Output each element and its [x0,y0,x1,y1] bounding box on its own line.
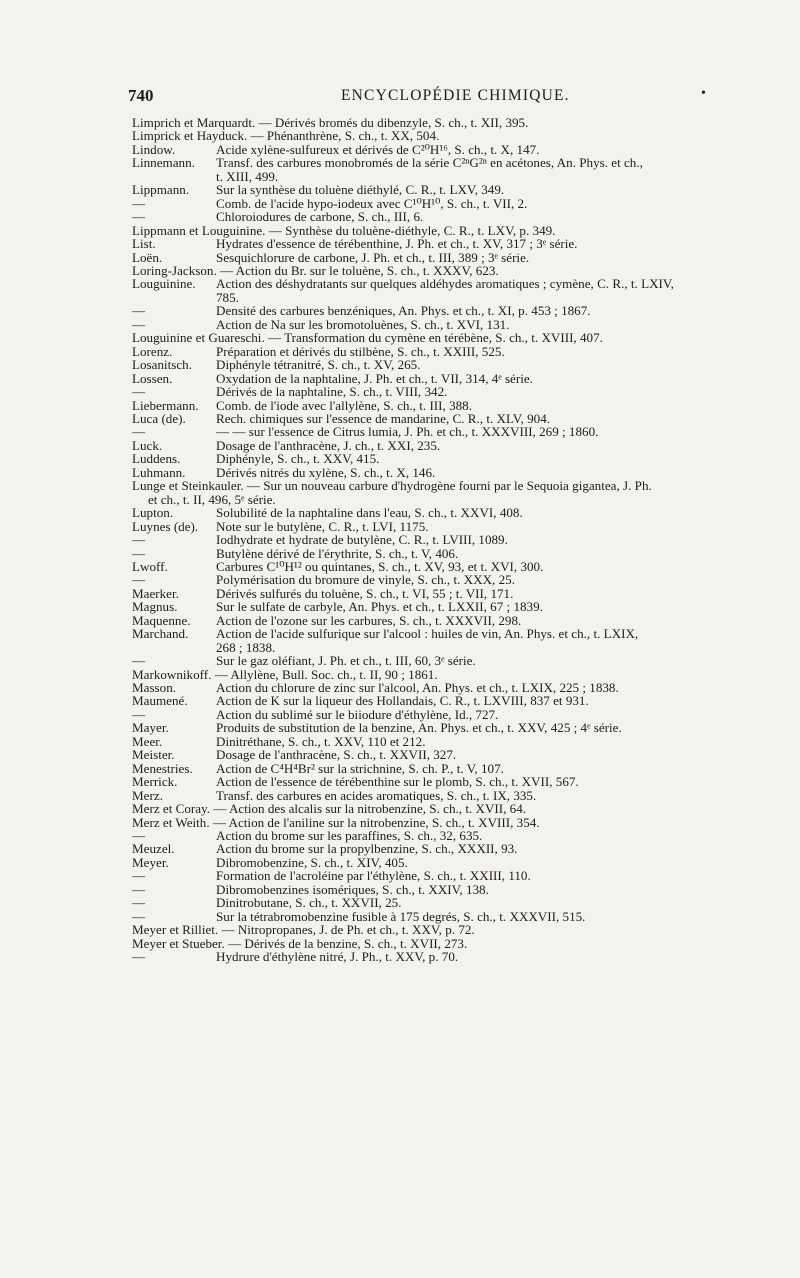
entry-text: Sur le sulfate de carbyle, An. Phys. et ch., t. LXXII, 67 ; 1839. [216,599,543,615]
entry-author: — [132,868,146,884]
entry-author: Lwoff. [132,558,168,574]
entry-text: Comb. de l'acide hypo-iodeux avec C¹⁰H¹⁰, S. ch., t. VII, 2. [216,195,528,211]
bibliography-entry [132,775,772,788]
bibliography-entry [132,816,772,829]
entry-author: Lorenz. [132,343,173,359]
entry-author: — [132,303,146,319]
entry-continuation: 268 ; 1838. [216,639,276,655]
header-mark: • [701,86,706,101]
bibliography-entry [132,842,772,855]
entry-author: Lupton. [132,505,174,521]
entry-text: Diphényle, S. ch., t. XXV, 415. [216,451,380,467]
entry-author: Louguinine. [132,276,196,292]
entry-text: Diphényle tétranitré, S. ch., t. XV, 265. [216,357,421,373]
bibliography-entry [132,412,772,425]
bibliography-entry [132,802,772,815]
entry-text: Action du brome sur les paraffines, S. ch., 32, 635. [216,828,483,844]
entry-text: Meyer et Rilliet. — Nitropropanes, J. de Ph. et ch., t. XXV, p. 72. [132,922,475,938]
bibliography-entry [132,183,772,196]
entry-text: Action de C⁴H⁴Br² sur la strichnine, S. ch. P., t. V, 107. [216,760,504,776]
entry-author: Merz. [132,787,163,803]
bibliography-entry [132,251,772,264]
entry-text: Carbures C¹⁰H¹² ou quintanes, S. ch., t. XV, 93, et t. XVI, 300. [216,558,544,574]
bibliography-entry [132,614,772,627]
bibliography-entry [132,587,772,600]
bibliography-entry [132,762,772,775]
bibliography-entry [132,950,772,963]
entry-text: Dinitrobutane, S. ch., t. XXVII, 25. [216,895,402,911]
bibliography-entry [132,506,772,519]
entry-text: Limprick et Hayduck. — Phénanthrène, S. ch., t. XX, 504. [132,128,440,144]
bibliography-entry [132,573,772,586]
entry-author: Lippmann. [132,182,190,198]
bibliography-entry [132,372,772,385]
page-header [128,86,706,110]
entry-continuation: et ch., t. II, 496, 5ᵉ série. [148,491,276,507]
entry-author: — [132,828,146,844]
entry-author: Liebermann. [132,397,199,413]
entry-text: Merz et Coray. — Action des alcalis sur la nitrobenzine, S. ch., t. XVII, 64. [132,801,527,817]
entry-author: Merrick. [132,774,178,790]
entry-author: Meyer. [132,854,169,870]
bibliography-entry [132,937,772,950]
bibliography-entry [132,654,772,667]
entry-text: Comb. de l'iode avec l'allylène, S. ch., t. III, 388. [216,397,472,413]
entry-text: Limprich et Marquardt. — Dérivés bromés du dibenzyle, S. ch., t. XII, 395. [132,115,529,130]
entry-text: Dibromobenzines isomériques, S. ch., t. XXIV, 138. [216,881,489,897]
bibliography-entry [132,856,772,869]
entry-author: — [132,653,146,669]
entry-text: Action de K sur la liqueur des Hollandais, C. R., t. LXVIII, 837 et 931. [216,693,589,709]
entry-author: Lindow. [132,141,176,157]
entry-text: Iodhydrate et hydrate de butylène, C. R., t. LVIII, 1089. [216,532,508,548]
entry-text: Transf. des carbures en acides aromatiques, S. ch., t. IX, 335. [216,787,537,803]
entry-text: Action du chlorure de zinc sur l'alcool, An. Phys. et ch., t. LXIX, 225 ; 1838. [216,680,619,696]
entry-author: — [132,949,146,965]
entry-text: Dinitréthane, S. ch., t. XXV, 110 et 212. [216,733,426,749]
entry-text: Transf. des carbures monobromés de la série C²ⁿG²ⁿ en acétones, An. Phys. et ch., [216,155,643,171]
entry-author: Luddens. [132,451,181,467]
bibliography-entry [132,627,772,654]
bibliography-entry [132,547,772,560]
bibliography-entry [132,600,772,613]
entry-text: Dérivés sulfurés du toluène, S. ch., t. VI, 55 ; t. VII, 171. [216,585,514,601]
entry-author: Lossen. [132,370,173,386]
entry-text: Lunge et Steinkauler. — Sur un nouveau carbure d'hydrogène fourni par le Sequoia gigantea, J. Ph. [132,478,652,494]
bibliography-entry [132,694,772,707]
entry-author: Mayer. [132,720,169,736]
entry-author: Meer. [132,733,163,749]
bibliography-entry [132,318,772,331]
entry-text: Sur le gaz oléfiant, J. Ph. et ch., t. III, 60, 3ᵉ série. [216,653,476,669]
bibliography-entry [132,923,772,936]
entry-text: Formation de l'acroléine par l'éthylène, S. ch., t. XXIII, 110. [216,868,531,884]
entry-author: — [132,572,146,588]
bibliography-entry [132,829,772,842]
bibliography-entry [132,143,772,156]
entry-continuation: 785. [216,289,239,305]
bibliography-entry [132,883,772,896]
entry-text: Dosage de l'anthracène, S. ch., t. XXVII, 327. [216,747,457,763]
entry-text: Action du brome sur la propylbenzine, S. ch., XXXII, 93. [216,841,518,857]
entry-text: Dibromobenzine, S. ch., t. XIV, 405. [216,854,408,870]
entry-author: — [132,384,146,400]
bibliography-entry [132,466,772,479]
entry-author: Maumené. [132,693,188,709]
entry-author: Meuzel. [132,841,175,857]
entry-author: Losanitsch. [132,357,193,373]
bibliography-entry [132,358,772,371]
bibliography-entry [132,533,772,546]
bibliography-entry [132,520,772,533]
bibliography-entry [132,748,772,761]
entry-author: — [132,895,146,911]
entry-author: Luca (de). [132,410,186,426]
entry-author: — [132,881,146,897]
entry-text: Meyer et Stueber. — Dérivés de la benzine, S. ch., t. XVII, 273. [132,935,468,951]
entry-text: Rech. chimiques sur l'essence de mandarine, C. R., t. XLV, 904. [216,410,551,426]
entry-text: Action de Na sur les bromotoluènes, S. ch., t. XVI, 131. [216,316,510,332]
bibliography-entry [132,479,772,506]
entry-author: — [132,209,146,225]
entry-author: — [132,545,146,561]
bibliography-entry [132,708,772,721]
bibliography-entry [132,439,772,452]
entry-author: Luhmann. [132,464,186,480]
entry-author: — [132,532,146,548]
entry-text: Dosage de l'anthracène, J. ch., t. XXI, 235. [216,437,441,453]
bibliography-entry [132,789,772,802]
entry-author: Marchand. [132,626,189,642]
bibliography-entry [132,385,772,398]
entry-text: Hydrates d'essence de térébenthine, J. Ph. et ch., t. XV, 317 ; 3ᵉ série. [216,236,578,252]
entry-author: — [132,195,146,211]
entry-text: Action du sublimé sur le biiodure d'éthylène, Id., 727. [216,706,499,722]
entry-text: Action des déshydratants sur quelques aldéhydes aromatiques ; cymène, C. R., t. LXIV, [216,276,674,292]
entry-author: Maquenne. [132,612,191,628]
entry-continuation: t. XIII, 499. [216,168,279,184]
bibliography-entry [132,304,772,317]
entry-author: Loën. [132,249,163,265]
entry-author: Linnemann. [132,155,195,171]
entry-author: — [132,424,146,440]
bibliography-entry [132,129,772,142]
entry-author: Menestries. [132,760,193,776]
entry-author: Luynes (de). [132,518,199,534]
bibliography-entry [132,425,772,438]
entry-text: Note sur le butylène, C. R., t. LVI, 1175. [216,518,429,534]
bibliography-entry [132,668,772,681]
bibliography-entry [132,264,772,277]
entry-text: — — sur l'essence de Citrus lumia, J. Ph. et ch., t. XXXVIII, 269 ; 1860. [216,424,599,440]
bibliography-entry [132,910,772,923]
entry-text: Oxydation de la naphtaline, J. Ph. et ch., t. VII, 314, 4ᵉ série. [216,370,533,386]
entry-text: Merz et Weith. — Action de l'aniline sur la nitrobenzine, S. ch., t. XVIII, 354. [132,814,540,830]
entry-text: Sesquichlorure de carbone, J. Ph. et ch., t. III, 389 ; 3ᵉ série. [216,249,530,265]
bibliography-entry [132,224,772,237]
bibliography-entry [132,237,772,250]
entry-author: — [132,316,146,332]
bibliography-entry [132,345,772,358]
bibliography-entry [132,452,772,465]
entry-author: List. [132,236,156,252]
bibliography-entry [132,399,772,412]
entry-text: Lippmann et Louguinine. — Synthèse du toluène-diéthyle, C. R., t. LXV, p. 349. [132,222,556,238]
entry-text: Louguinine et Guareschi. — Transformation du cymène en térébène, S. ch., t. XVIII, 407. [132,330,603,346]
entry-text: Préparation et dérivés du stilbène, S. ch., t. XXIII, 525. [216,343,505,359]
entry-text: Polymérisation du bromure de vinyle, S. ch., t. XXX, 25. [216,572,515,588]
entry-author: Maerker. [132,585,179,601]
entry-text: Action de l'essence de térébenthine sur le plomb, S. ch., t. XVII, 567. [216,774,579,790]
entry-text: Loring-Jackson. — Action du Br. sur le toluène, S. ch., t. XXXV, 623. [132,262,499,278]
bibliography-list [132,116,772,964]
bibliography-entry [132,116,772,129]
entry-author: — [132,908,146,924]
running-title: ENCYCLOPÉDIE CHIMIQUE. [341,87,570,104]
entry-author: Magnus. [132,599,178,615]
entry-author: Luck. [132,437,163,453]
entry-text: Butylène dérivé de l'érythrite, S. ch., t. V, 406. [216,545,459,561]
entry-author: Masson. [132,680,177,696]
bibliography-entry [132,681,772,694]
bibliography-entry [132,210,772,223]
bibliography-entry [132,331,772,344]
entry-text: Acide xylène-sulfureux et dérivés de C²⁰H¹⁶, S. ch., t. X, 147. [216,141,540,157]
entry-text: Densité des carbures benzéniques, An. Phys. et ch., t. XI, p. 453 ; 1867. [216,303,591,319]
entry-text: Sur la tétrabromobenzine fusible à 175 degrés, S. ch., t. XXXVII, 515. [216,908,586,924]
entry-text: Action de l'acide sulfurique sur l'alcool : huiles de vin, An. Phys. et ch., t. LXIX, [216,626,639,642]
entry-author: Meister. [132,747,175,763]
entry-text: Dérivés nitrés du xylène, S. ch., t. X, 146. [216,464,436,480]
entry-text: Solubilité de la naphtaline dans l'eau, S. ch., t. XXVI, 408. [216,505,523,521]
entry-text: Sur la synthèse du toluène diéthylé, C. R., t. LXV, 349. [216,182,505,198]
bibliography-entry [132,156,772,183]
bibliography-entry [132,735,772,748]
page-number: 740 [128,86,154,105]
entry-text: Hydrure d'éthylène nitré, J. Ph., t. XXV, p. 70. [216,949,459,965]
entry-text: Produits de substitution de la benzine, An. Phys. et ch., t. XXV, 425 ; 4ᵉ série. [216,720,622,736]
entry-text: Action de l'ozone sur les carbures, S. ch., t. XXXVII, 298. [216,612,522,628]
bibliography-entry [132,197,772,210]
bibliography-entry [132,560,772,573]
entry-author: — [132,706,146,722]
bibliography-entry [132,721,772,734]
entry-text: Dérivés de la naphtaline, S. ch., t. VIII, 342. [216,384,448,400]
bibliography-entry [132,896,772,909]
bibliography-entry [132,869,772,882]
entry-text: Markownikoff. — Allylène, Bull. Soc. ch., t. II, 90 ; 1861. [132,666,438,682]
bibliography-entry [132,277,772,304]
entry-text: Chloroiodures de carbone, S. ch., III, 6. [216,209,424,225]
